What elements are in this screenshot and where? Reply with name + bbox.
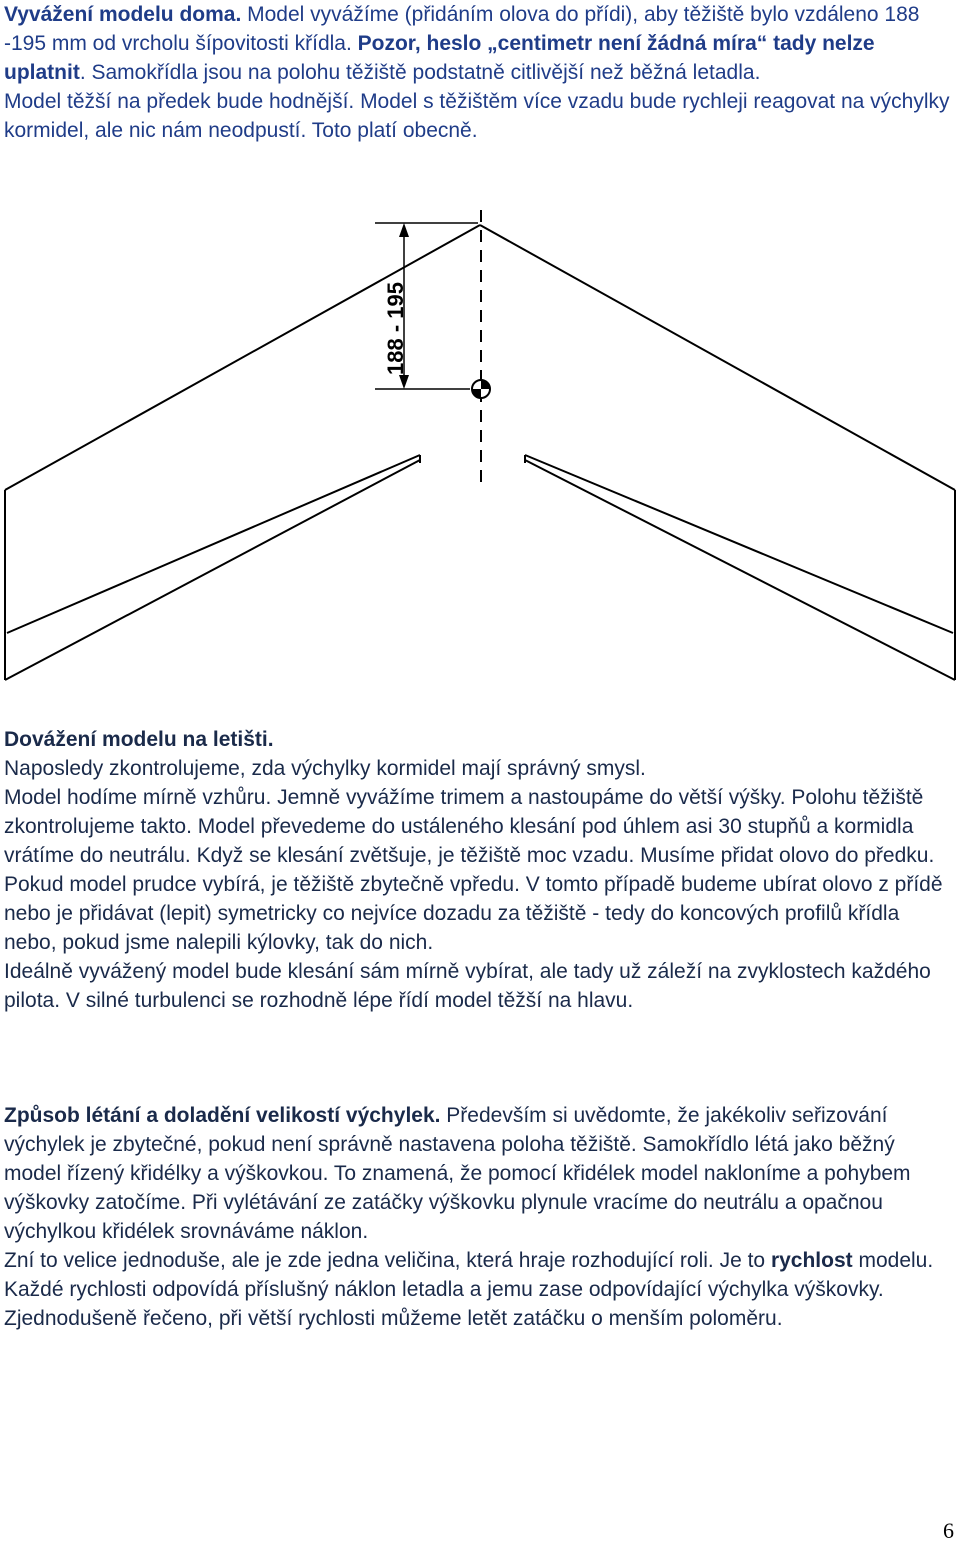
left-elevon-hinge	[7, 455, 420, 633]
right-trailing-edge	[525, 460, 955, 680]
left-trailing-edge	[5, 460, 420, 680]
intro-heading: Vyvážení modelu doma.	[4, 3, 242, 26]
right-elevon-hinge	[525, 455, 953, 633]
page-number: 6	[943, 1518, 954, 1543]
section2-line-2: Model hodíme mírně vzhůru. Jemně vyvážíme trimem a nastoupáme do větší výšky. Polohu těžiště zkontrolujeme takto. Model převedeme do ustáleného klesání pod úhlem asi 30 stupňů a kormidla vrátíme do neutrálu. Když se klesání zvětšuje, je těžiště moc vzadu. Musíme přidat olovo do předku. Pokud model prudce vybírá, je těžiště zbytečně vpředu. V tomto případě budeme ubírat olovo z přídě nebo je přidávat (lepit) symetricky co nejvíce dozadu za těžiště - tedy do koncových profilů křídla nebo, pokud jsme nalepili kýlovky, tak do nich.	[4, 786, 943, 954]
intro-sentence-2: . Samokřídla jsou na polohu těžiště podstatně citlivější než běžná letadla.	[79, 61, 761, 84]
intro-sentence-4: Model s těžištěm více vzadu bude rychleji reagovat na výchylky kormidel, ale nic nám neodpustí.	[4, 90, 950, 142]
section3-emphasis-speed: rychlost	[770, 1249, 853, 1272]
section-field-balancing	[4, 725, 954, 1015]
left-leading-edge	[5, 225, 480, 490]
intro-sentence-5: Toto platí obecně.	[306, 119, 478, 142]
intro-paragraph	[4, 0, 954, 145]
section-flying-tuning	[4, 1101, 954, 1333]
intro-sentence-1: Model vyvážíme (přidáním olova do přídi), aby těžiště bylo vzdáleno 188 -195 mm od vrcholu šípovitosti křídla.	[4, 3, 920, 55]
section3-heading: Způsob létání a doladění velikostí výchylek.	[4, 1104, 441, 1127]
section3-paragraph-2a: Zní to velice jednoduše, ale je zde jedna veličina, která hraje rozhodující roli. Je to	[4, 1249, 771, 1272]
section2-line-3: Ideálně vyvážený model bude klesání sám mírně vybírat, ale tady už záleží na zvyklostech každého pilota. V silné turbulenci se rozhodně lépe řídí model těžší na hlavu.	[4, 960, 931, 1012]
dimension-label: 188 - 195	[383, 282, 408, 375]
section3-paragraph-2c: modelu. Každé rychlosti odpovídá příslušný náklon letadla a jemu zase odpovídající výchylka výškovky. Zjednodušeně řečeno, při větší rychlosti můžeme letět zatáčku o menším poloměru.	[4, 1249, 934, 1330]
section3-paragraph-1: Především si uvědomte, že jakékoliv seřizování výchylek je zbytečné, pokud není správně nastavena poloha těžiště. Samokřídlo létá jako běžný model řízený křidélky a výškovkou. To znamená, že pomocí křidélek model nakloníme a pohybem výškovky zatočíme. Při vylétávání ze zatáčky výškovku plynule vracíme do neutrálu a opačnou výchylkou křidélek srovnáváme náklon.	[4, 1104, 911, 1243]
section2-line-1: Naposledy zkontrolujeme, zda výchylky kormidel mají správný smysl.	[4, 757, 646, 780]
intro-sentence-3: Model těžší na předek bude hodnější.	[4, 90, 355, 113]
center-of-gravity-icon	[472, 380, 490, 398]
section2-heading: Dovážení modelu na letišti.	[4, 728, 274, 751]
intro-warning: Pozor, heslo „centimetr není žádná míra“ tady nelze uplatnit	[4, 32, 875, 84]
right-leading-edge	[480, 225, 955, 490]
wing-diagram	[0, 205, 960, 685]
